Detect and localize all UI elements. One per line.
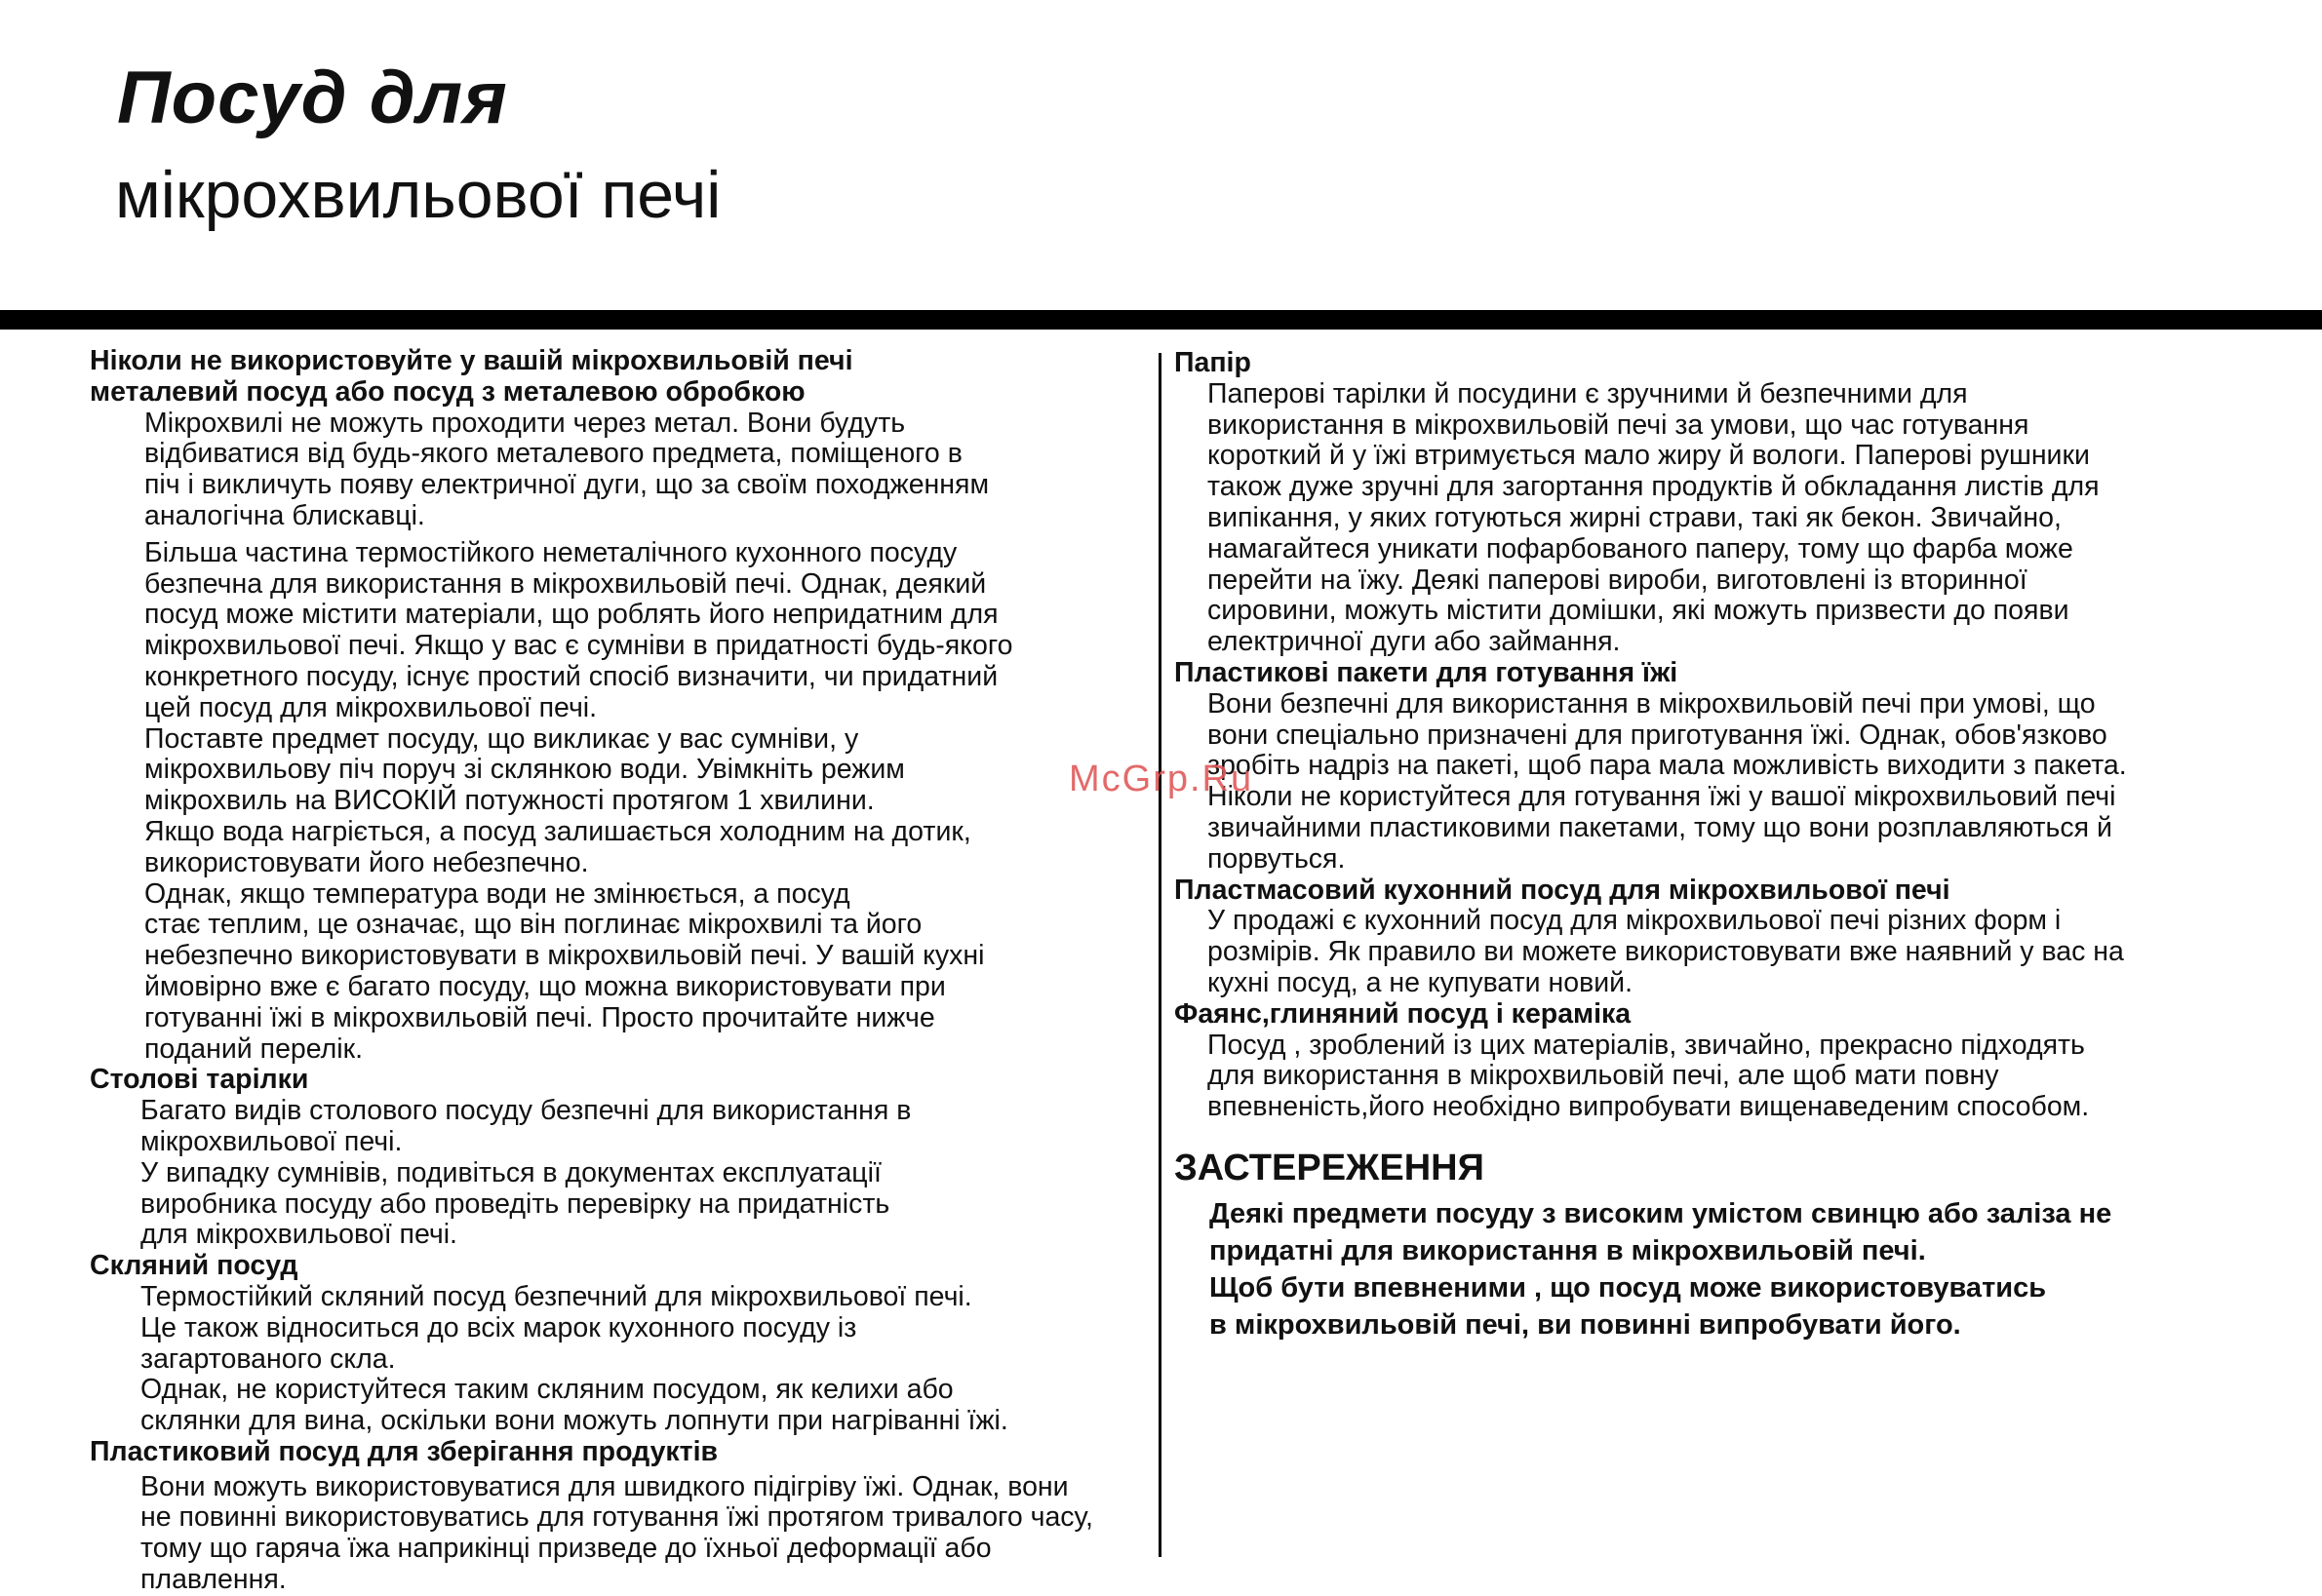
column-divider	[1159, 353, 1161, 1557]
para-plates-2: У випадку сумнівів, подивіться в документах експлуатації виробника посуду або проведіть перевірку на придатність для мікрохвильової печі.	[140, 1156, 890, 1251]
para-paper: Паперові тарілки й посудини є зручними й безпечними для використання в мікрохвильовій печі за умови, що час готування короткий й у їжі втримується мало жиру й вологи. Паперові рушники також дуже зручні для загортання продуктів й обкладання листів для випікання, у яких готуються жирні страви, такі як бекон. Звичайно, намагайтеся уникати пофарбованого паперу, тому що фарба може перейти на їжу. Деякі паперові вироби, виготовлені із вторинної сировини, можуть містити домішки, які можуть призвести до появи електричної дуги або займання.	[1207, 377, 2100, 658]
heading-metal: Ніколи не використовуйте у вашій мікрохвильовій печі металевий посуд або посуд з металевою обробкою	[90, 345, 853, 408]
para-bags: Вони безпечні для використання в мікрохвильовій печі при умові, що вони спеціально призначені для приготування їжі. Однак, обов'язково зробіть надріз на пакеті, щоб пара мала можливість виходити з пакета. Ніколи не користуйтеся для готування їжі у вашої мікрохвильовий печі звичайними пластиковими пакетами, тому що вони розплавляються й порвуться.	[1207, 687, 2127, 875]
para-plastic-storage: Вони можуть використовуватися для швидкого підігріву їжі. Однак, вони не повинні використовуватись для готування їжі протягом тривалого часу, тому що гаряча їжа наприкінці призведе до їхньої деформації або плавлення.	[140, 1470, 1093, 1596]
heading-ceramic: Фаянс,глиняний посуд і кераміка	[1174, 997, 1632, 1030]
para-metal-3: Поставте предмет посуду, що викликає у вас сумніви, у мікрохвильову піч поруч зі склянкою води. Увімкніть режим мікрохвиль на ВИСОКІЙ потужності протягом 1 хвилини.	[144, 722, 905, 817]
para-metal-4: Якщо вода нагріється, а посуд залишається холодним на дотик, використовувати його небезпечно.	[144, 815, 971, 878]
warning-text: Деякі предмети посуду з високим умістом свинцю або заліза не придатні для використання в мікрохвильовій печі. Щоб бути впевненими , що посуд може використовуватись в мікрохвильовій печі, ви повинні випробувати його.	[1209, 1197, 2112, 1341]
left-column	[90, 346, 1143, 1596]
page-title-line1: Посуд для	[117, 57, 508, 139]
heading-glass: Скляний посуд	[90, 1250, 298, 1282]
heading-plastic-cookware: Пластмасовий кухонний посуд для мікрохвильової печі	[1174, 874, 1950, 906]
right-column	[1174, 348, 2296, 1343]
para-plastic-cookware: У продажі є кухонний посуд для мікрохвильової печі різних форм і розмірів. Як правило ви можете використовувати вже наявний у вас на кухні посуд, а не купувати новий.	[1207, 905, 2124, 998]
para-metal-5: Однак, якщо температура води не змінюється, а посуд стає теплим, це означає, що він поглинає мікрохвилі та його небезпечно використовувати в мікрохвильовій печі. У вашій кухні ймовірно вже є багато посуду, що можна використовувати при готуванні їжі в мікрохвильовій печі. Просто прочитайте нижче поданий перелік.	[144, 877, 985, 1065]
para-metal-2: Більша частина термостійкого неметалічного кухонного посуду безпечна для використання в мікрохвильовій печі. Однак, деякий посуд може містити матеріали, що роблять його непридатним для мікрохвильової печі. Якщо у вас є сумніви в придатності будь-якого конкретного посуду, існує простий спосіб визначити, чи придатний цей посуд для мікрохвильової печі.	[144, 536, 1013, 723]
para-ceramic: Посуд , зроблений із цих матеріалів, звичайно, прекрасно підходять для використання в мікрохвильовій печі, але щоб мати повну впевненість,його необхідно випробувати вищенаведеним способом.	[1207, 1029, 2090, 1123]
heading-bags: Пластикові пакети для готування їжі	[1174, 656, 1678, 688]
page-title-line2: мікрохвильової печі	[115, 158, 722, 232]
para-glass-1: Термостійкий скляний посуд безпечний для мікрохвильової печі. Це також відноситься до всіх марок кухонного посуду із загартованого скла.	[140, 1280, 972, 1375]
para-metal-1: Мікрохвилі не можуть проходити через метал. Вони будуть відбиватися від будь-якого металевого предмета, поміщеного в піч і викличуть появу електричної дуги, що за своїм походженням аналогічна блискавці.	[144, 407, 990, 531]
para-plates-1: Багато видів столового посуду безпечні для використання в мікрохвильової печі.	[140, 1095, 912, 1157]
watermark: McGrp.Ru	[1069, 759, 1254, 799]
para-glass-2: Однак, не користуйтеся таким скляним посудом, як келихи або склянки для вина, оскільки вони можуть лопнути при нагріванні їжі.	[140, 1374, 1008, 1437]
heading-plates: Столові тарілки	[90, 1064, 309, 1096]
heading-plastic-storage: Пластиковий посуд для зберігання продуктів	[90, 1435, 719, 1467]
heading-paper: Папір	[1174, 347, 1251, 378]
warning-title: ЗАСТЕРЕЖЕННЯ	[1174, 1147, 1484, 1188]
header-rule	[0, 310, 2322, 330]
